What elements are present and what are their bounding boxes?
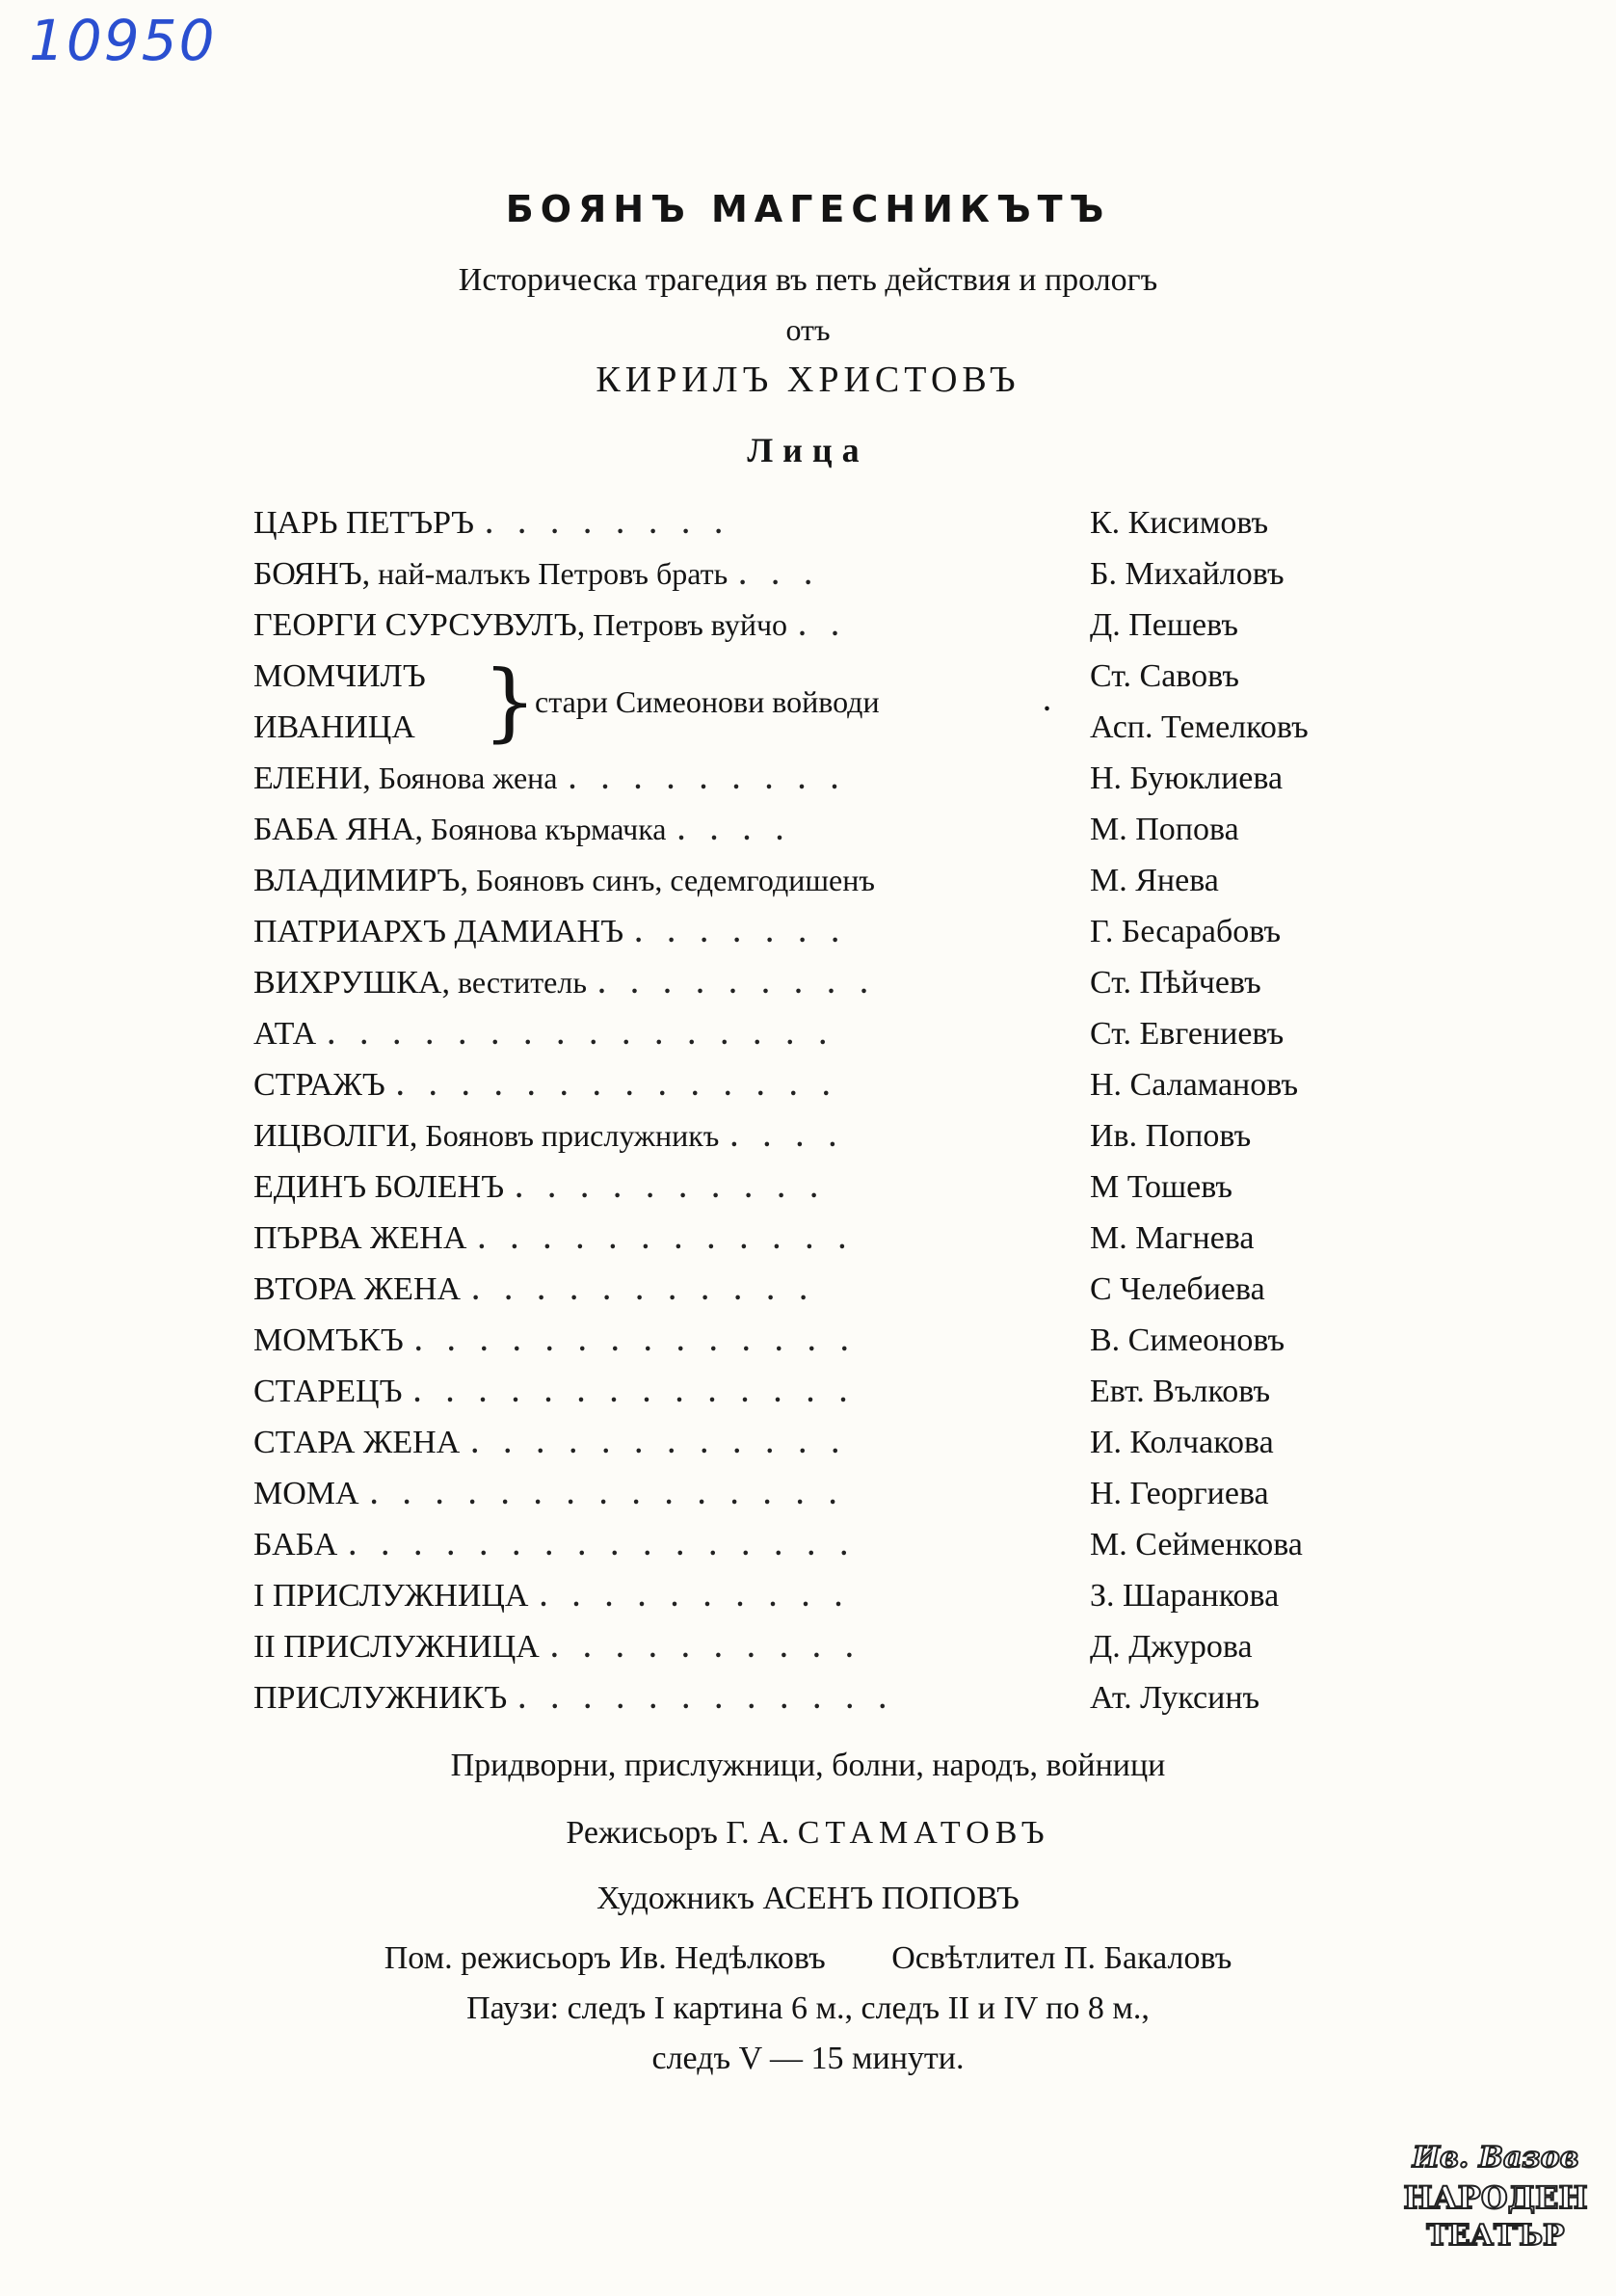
leader-dots: . . . . . . . . . . . . — [518, 1685, 896, 1715]
cast-role-cell — [253, 1059, 1063, 1110]
cast-role-cell — [253, 1315, 1063, 1366]
cast-row — [253, 548, 1391, 600]
leader-dots: . . . . . . . . . . . . . . — [396, 1072, 839, 1102]
cast-role-cell — [253, 600, 1063, 651]
extras-line: Придворни, прислужници, болни, народъ, войници — [450, 1748, 1166, 1783]
cast-role: АТА — [253, 1016, 317, 1052]
cast-row — [253, 1519, 1391, 1570]
cast-role-description: Бояновъ синъ, седемгодишенъ — [467, 863, 875, 897]
designer-credit — [0, 1878, 1616, 1920]
leader-dots: . . . . . . . . . . — [516, 1174, 828, 1204]
cast-role-description: Боянова жена — [370, 761, 558, 795]
cast-role-cell — [253, 1519, 1063, 1570]
cast-row — [253, 1570, 1391, 1621]
cast-actor: М. Янева — [1090, 863, 1219, 898]
cast-role-cell — [253, 497, 1063, 548]
cast-role: СТАРЕЦЪ — [253, 1374, 403, 1409]
cast-role: БОЯНЪ, — [253, 556, 371, 592]
leader-dots: . . . . . . . . . . . — [472, 1276, 817, 1306]
cast-row — [253, 1059, 1391, 1110]
cast-role: ВИХРУШКА, — [253, 965, 450, 1001]
cast-role-cell — [253, 548, 1063, 600]
designer-label: Художникъ — [596, 1881, 755, 1916]
play-title: БОЯНЪ МАГЕСНИКЪТЪ — [505, 188, 1111, 230]
pauses-line-1: Паузи: следъ I картина 6 м., следъ II и IV по 8 м., — [466, 1990, 1150, 2026]
cast-actor: Ст. Евгениевъ — [1090, 1016, 1285, 1052]
cast-role: ЕЛЕНИ, — [253, 761, 371, 796]
pauses-line-2: следъ V — 15 минути. — [651, 2041, 965, 2076]
cast-role-cell — [253, 1621, 1063, 1672]
cast-role-cell — [253, 1672, 1063, 1723]
cast-actor: И. Колчакова — [1090, 1425, 1274, 1460]
leader-dots: . — [1044, 687, 1050, 717]
cast-role-cell — [253, 753, 1063, 804]
leader-dots: . . . . . . . . . — [569, 765, 848, 795]
cast-actor: Б. Михайловъ — [1090, 556, 1285, 592]
cast-role-description: веститель — [449, 965, 587, 1000]
cast-role: II ПРИСЛУЖНИЦА — [253, 1629, 540, 1665]
cast-role: ПЪРВА ЖЕНА — [253, 1220, 467, 1256]
cast-row — [253, 1008, 1391, 1059]
cast-actor: К. Кисимовъ — [1090, 505, 1269, 541]
cast-row — [253, 906, 1391, 957]
cast-actor: Ст. Пѣйчевъ — [1090, 965, 1261, 1001]
cast-role: ЕДИНЪ БОЛЕНЪ — [253, 1169, 505, 1205]
leader-dots: . . . . . . . . . . . . — [478, 1225, 856, 1255]
by-label: отъ — [785, 312, 831, 347]
cast-row — [253, 1110, 1391, 1161]
author-name: КИРИЛЪ ХРИСТОВЪ — [596, 360, 1020, 400]
cast-row — [253, 1161, 1391, 1213]
cast-role: ПАТРИАРХЪ ДАМИАНЪ — [253, 914, 624, 949]
cast-actor: В. Симеоновъ — [1090, 1322, 1285, 1358]
cast-role: ЦАРЬ ПЕТЪРЪ — [253, 505, 475, 541]
cast-row — [253, 1621, 1391, 1672]
cast-actor: С Челебиева — [1090, 1271, 1265, 1307]
logo-line-2: ТЕАТЪР — [1426, 2219, 1565, 2253]
logo-script: Ив. Вазов — [1412, 2141, 1579, 2175]
cast-role: ВТОРА ЖЕНА — [253, 1271, 462, 1307]
cast-actor: Ив. Поповъ — [1090, 1118, 1252, 1154]
cast-row — [253, 855, 1391, 906]
cast-actor: Асп. Темелковъ — [1090, 709, 1309, 745]
cast-role-cell — [253, 1161, 1063, 1213]
cast-role: ИВАНИЦА — [253, 709, 415, 745]
cast-actor: З. Шаранкова — [1090, 1578, 1280, 1614]
cast-row — [253, 600, 1391, 651]
cast-actor: Д. Пешевъ — [1090, 607, 1238, 643]
cast-role-cell — [253, 957, 1063, 1008]
cast-role: МОМА — [253, 1476, 359, 1511]
leader-dots: . . — [799, 612, 849, 642]
cast-role-description: Петровъ вуйчо — [585, 607, 788, 642]
cast-row — [253, 1264, 1391, 1315]
cast-role-cell — [253, 1008, 1063, 1059]
cast-row — [253, 1315, 1391, 1366]
cast-role: ПРИСЛУЖНИКЪ — [253, 1680, 508, 1716]
cast-role: ВЛАДИМИРЪ, — [253, 863, 468, 898]
cast-role-cell — [253, 1570, 1063, 1621]
cast-role-cell — [253, 855, 1063, 906]
leader-dots: . . . . . . . . . . . . . . . — [370, 1481, 846, 1510]
cast-role: I ПРИСЛУЖНИЦА — [253, 1578, 529, 1614]
leader-dots: . . . . . . . . . . . . — [471, 1429, 849, 1459]
cast-actor: Г. Бесарабовъ — [1090, 914, 1282, 949]
cast-role-cell — [253, 906, 1063, 957]
cast-role: БАБА — [253, 1527, 338, 1562]
cast-actor: Н. Георгиева — [1090, 1476, 1269, 1511]
cast-group-description: стари Симеонови войводи — [535, 684, 880, 719]
cast-actor: Н. Саламановъ — [1090, 1067, 1299, 1103]
cast-role-cell — [253, 1366, 1063, 1417]
cast-role: СТАРА ЖЕНА — [253, 1425, 461, 1460]
cast-heading: Лица — [747, 431, 869, 469]
logo-line-1: НАРОДЕН — [1403, 2179, 1588, 2216]
cast-role-description: Бояновъ прислужникъ — [417, 1118, 720, 1153]
leader-dots: . . . . . . . . . . — [550, 1634, 862, 1664]
lighting-credit: Освѣтлител П. Бакаловъ — [891, 1940, 1232, 1976]
cast-role-description: най-малъкъ Петровъ брать — [370, 556, 729, 591]
cast-row — [253, 804, 1391, 855]
cast-role-description: Боянова кърмачка — [423, 812, 667, 846]
cast-row — [253, 1213, 1391, 1264]
cast-actor: М. Попова — [1090, 812, 1239, 847]
cast-row — [253, 1468, 1391, 1519]
leader-dots: . . . . . . . . . . . . . . . . — [349, 1532, 858, 1562]
leader-dots: . . . . . . . — [635, 919, 849, 948]
director-credit — [0, 1812, 1616, 1855]
cast-actor: Евт. Вълковъ — [1090, 1374, 1271, 1409]
cast-actor: Н. Буюклиева — [1090, 761, 1284, 796]
leader-dots: . . . . . . . . . — [597, 970, 877, 1000]
cast-actor: М. Магнева — [1090, 1220, 1255, 1256]
designer-name: АСЕНЪ ПОПОВЪ — [762, 1881, 1020, 1916]
leader-dots: . . . . — [730, 1123, 846, 1153]
cast-actor: Д. Джурова — [1090, 1629, 1253, 1665]
cast-role: ГЕОРГИ СУРСУВУЛЪ, — [253, 607, 586, 643]
leader-dots: . . . . . . . . — [486, 510, 732, 540]
cast-actor: Ст. Савовъ — [1090, 658, 1239, 694]
play-subtitle: Историческа трагедия въ петь действия и прологъ — [458, 262, 1158, 298]
cast-role-cell — [253, 1468, 1063, 1519]
leader-dots: . . . . . . . . . . . . . . . . — [328, 1021, 836, 1051]
handwritten-inventory-number: 10950 — [29, 8, 217, 73]
cast-row — [253, 1366, 1391, 1417]
leader-dots: . . . . . . . . . . . . . . — [414, 1327, 858, 1357]
cast-role-cell — [253, 804, 1063, 855]
cast-list — [253, 497, 1391, 1723]
cast-role-cell — [253, 1264, 1063, 1315]
cast-row — [253, 1672, 1391, 1723]
cast-role: БАБА ЯНА, — [253, 812, 424, 847]
cast-actor: М. Сейменкова — [1090, 1527, 1303, 1562]
cast-role: ИЦВОЛГИ, — [253, 1118, 418, 1154]
leader-dots: . . . . — [677, 816, 793, 846]
cast-row — [253, 957, 1391, 1008]
national-theatre-logo — [1399, 2138, 1592, 2263]
leader-dots: . . . . . . . . . . — [540, 1583, 852, 1613]
director-label: Режисьоръ Г. А. — [566, 1815, 790, 1851]
cast-role: МОМЧИЛЪ — [253, 658, 426, 694]
brace-icon: } — [483, 652, 537, 751]
director-name: СТАМАТОВЪ — [797, 1815, 1050, 1851]
cast-row — [253, 1417, 1391, 1468]
cast-role-cell — [253, 1417, 1063, 1468]
cast-role: СТРАЖЪ — [253, 1067, 385, 1103]
cast-actor: Ат. Луксинъ — [1090, 1680, 1260, 1716]
cast-role-cell — [253, 1110, 1063, 1161]
cast-actor: М Тошевъ — [1090, 1169, 1233, 1205]
cast-row — [253, 753, 1391, 804]
crew-credits — [0, 1937, 1616, 1980]
cast-row — [253, 497, 1391, 548]
assistant-director-credit: Пом. режисьоръ Ив. Недѣлковъ — [384, 1940, 826, 1976]
leader-dots: . . . . . . . . . . . . . . — [413, 1378, 857, 1408]
leader-dots: . . . — [739, 561, 822, 591]
cast-group-row — [253, 651, 1391, 753]
cast-role-cell — [253, 1213, 1063, 1264]
cast-role: МОМЪКЪ — [253, 1322, 404, 1358]
